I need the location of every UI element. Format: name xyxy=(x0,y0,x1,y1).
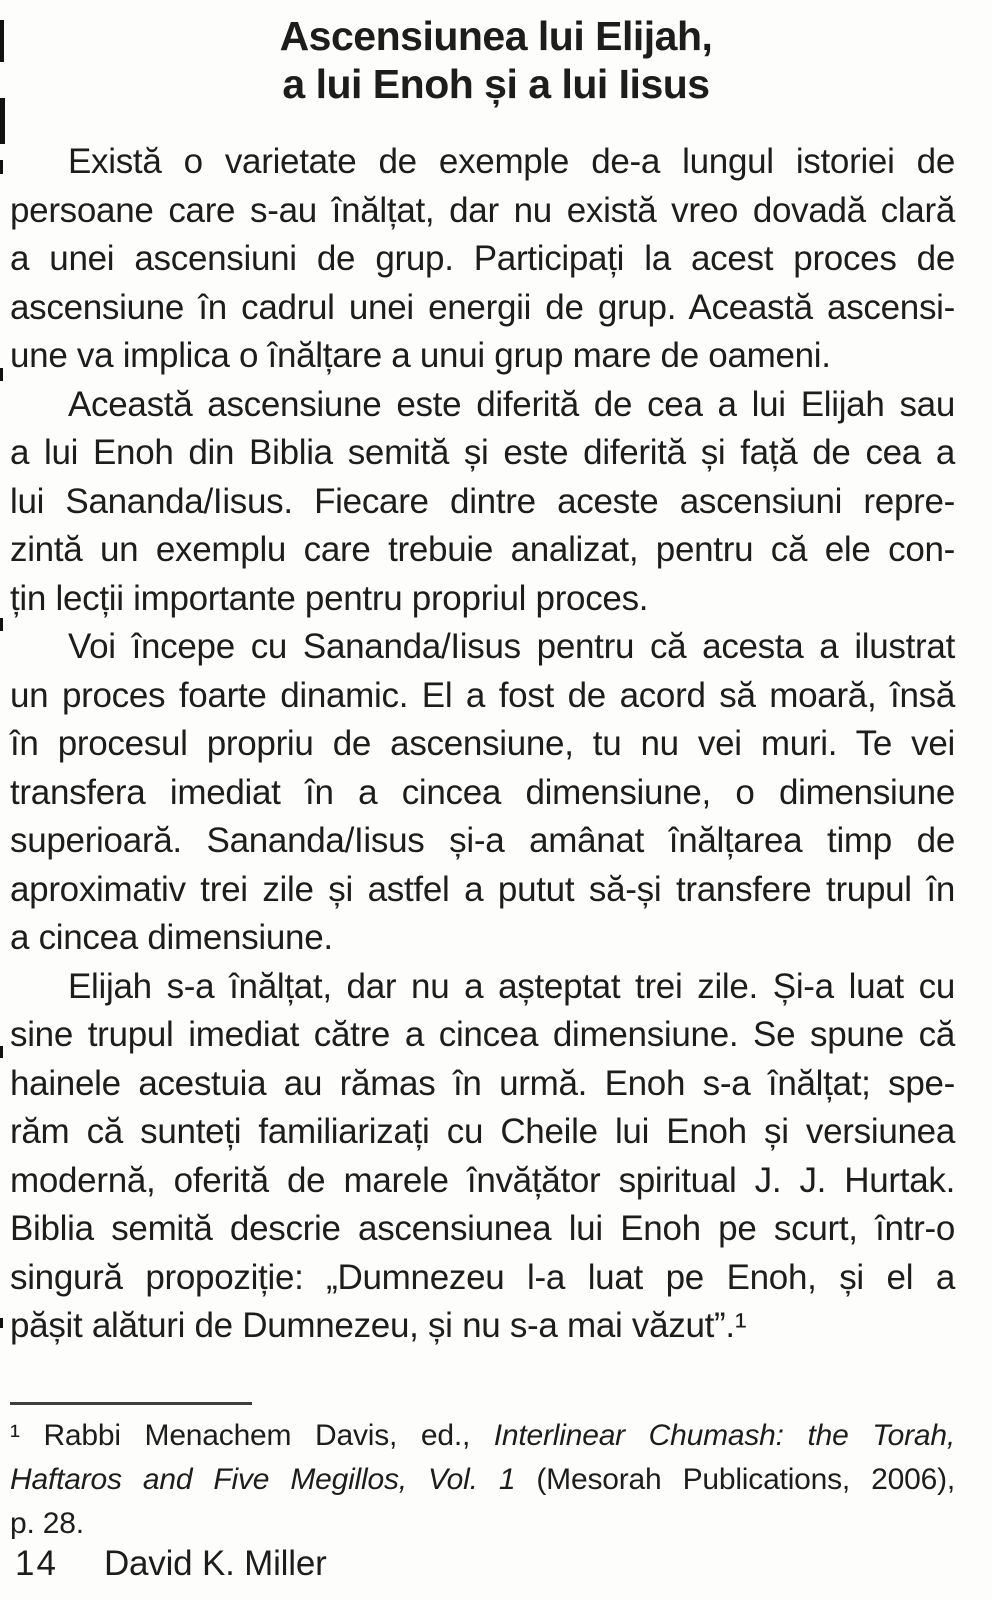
body-line: Elijah s-a înălțat, dar nu a așteptat trei zile. Și-a luat cu xyxy=(68,966,955,1006)
body-line: persoane care s-au înălțat, dar nu există vreo dovadă clară xyxy=(10,190,955,230)
footnote xyxy=(10,1402,955,1546)
body-line: a unei ascensiuni de grup. Participați la acest proces de xyxy=(10,239,955,278)
scan-artifact xyxy=(0,160,3,174)
chapter-title-line-1: Ascensiunea lui Elijah, xyxy=(279,13,713,59)
scan-artifact xyxy=(0,1046,3,1058)
footnote-segment: p. 28. xyxy=(10,1506,84,1540)
body-line: Voi începe cu Sananda/Iisus pentru că acesta a ilustrat xyxy=(68,627,955,666)
body-text xyxy=(0,138,992,1351)
body-line: pășit alături de Dumnezeu, și nu s-a mai văzut”.¹ xyxy=(10,1306,747,1345)
footnote-segment: (Mesorah Publications, 2006), xyxy=(515,1462,955,1496)
chapter-title-line-2: a lui Enoh și a lui Iisus xyxy=(282,61,710,107)
body-line: hainele acestuia au rămas în urmă. Enoh s-a înălțat; spe- xyxy=(10,1063,955,1103)
footnote-line xyxy=(10,1414,955,1458)
body-line: aproximativ trei zile și astfel a putut să-și transfere trupul în xyxy=(10,869,955,909)
body-line: țin lecții importante pentru propriul proces. xyxy=(10,578,649,618)
body-line: transfera imediat în a cincea dimensiune, o dimensiune xyxy=(10,772,955,812)
scan-artifact xyxy=(0,20,4,62)
footnote-italic-segment: Haftaros and Five Megillos, Vol. 1 xyxy=(10,1462,516,1496)
body-line: răm că sunteți familiarizați cu Cheile lui Enoh și versiunea xyxy=(10,1112,955,1151)
body-line: a cincea dimensiune. xyxy=(10,918,333,957)
footnote-segment: ¹ Rabbi Menachem Davis, ed., xyxy=(10,1418,494,1452)
body-line: a lui Enoh din Biblia semită și este diferită și față de cea a xyxy=(10,433,955,472)
footnote-italic-segment: Interlinear Chumash: the Torah, xyxy=(493,1418,955,1452)
footnote-line xyxy=(10,1502,955,1546)
footnote-divider xyxy=(10,1402,252,1405)
body-line: ascensiune în cadrul unei energii de grup. Această ascensi- xyxy=(10,287,955,327)
body-line: une va implica o înălțare a unui grup mare de oameni. xyxy=(10,336,831,375)
body-line: în procesul propriu de ascensiune, tu nu vei muri. Te vei xyxy=(10,724,955,763)
page-number: 14 xyxy=(15,1544,58,1583)
body-line: zintă un exemplu care trebuie analizat, pentru că ele con- xyxy=(10,530,955,569)
scan-artifact xyxy=(0,98,5,144)
body-line: superioară. Sananda/Iisus și-a amânat înălțarea timp de xyxy=(10,821,955,860)
footnote-text xyxy=(10,1414,955,1546)
chapter-title xyxy=(0,0,992,108)
scan-artifact xyxy=(0,368,3,381)
scan-artifact xyxy=(0,618,3,631)
body-line: un proces foarte dinamic. El a fost de acord să moară, însă xyxy=(10,675,955,715)
scan-artifact xyxy=(0,1318,3,1328)
body-line: lui Sananda/Iisus. Fiecare dintre aceste ascensiuni repre- xyxy=(10,481,955,521)
page-footer xyxy=(15,1544,327,1584)
body-line: modernă, oferită de marele învățător spiritual J. J. Hurtak. xyxy=(10,1160,955,1200)
running-footer-author: David K. Miller xyxy=(103,1544,327,1583)
body-line: Există o varietate de exemple de-a lungul istoriei de xyxy=(68,142,955,181)
body-line: Această ascensiune este diferită de cea a lui Elijah sau xyxy=(68,384,955,424)
body-line: sine trupul imediat către a cincea dimensiune. Se spune că xyxy=(10,1015,955,1054)
body-line: Biblia semită descrie ascensiunea lui Enoh pe scurt, într-o xyxy=(10,1209,955,1248)
body-line: singură propoziție: „Dumnezeu l-a luat pe Enoh, și el a xyxy=(10,1257,955,1297)
footnote-line xyxy=(10,1458,955,1502)
